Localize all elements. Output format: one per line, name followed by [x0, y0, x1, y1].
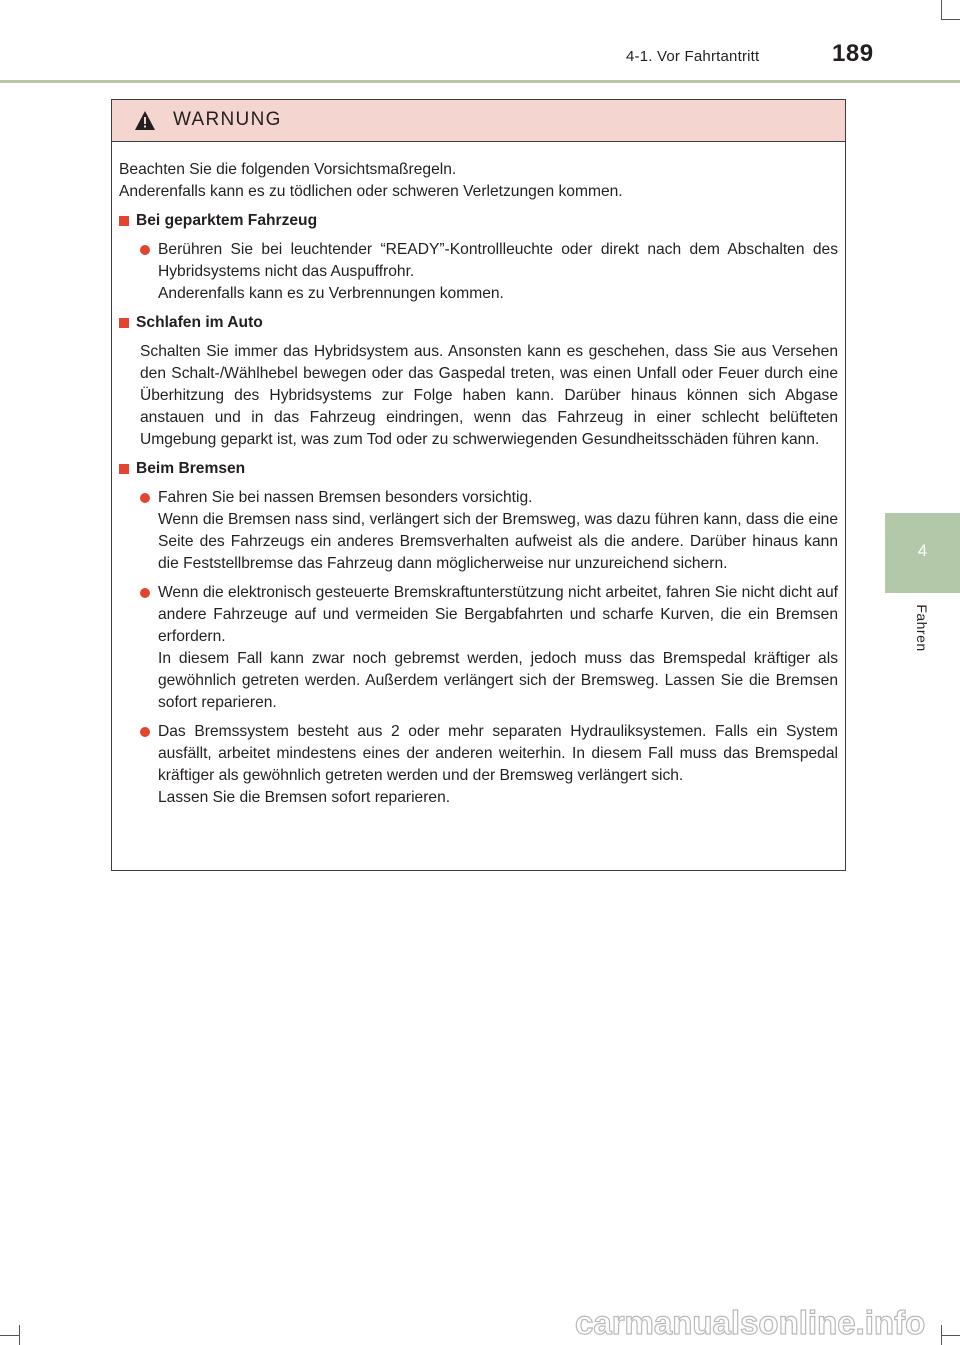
chapter-label: Fahren — [914, 604, 930, 652]
page-number: 189 — [832, 40, 874, 67]
warning-triangle-icon — [134, 110, 156, 131]
chapter-tab — [885, 513, 960, 593]
bullet-item — [140, 582, 838, 714]
header-rule — [0, 80, 960, 83]
bullet-text: Wenn die elektronisch gesteuerte Bremskraftunterstützung nicht arbeitet, fahren Sie nicht dicht auf andere Fahrzeuge auf und vermeiden Sie Bergabfahrten und scharfe Kurven, die ein Bremsen erfordern. — [158, 584, 838, 645]
bullet-item — [140, 239, 838, 305]
bullet-text: Fahren Sie bei nassen Bremsen besonders vorsichtig. — [158, 489, 533, 506]
warning-box — [111, 99, 846, 871]
bullet-item — [140, 721, 838, 809]
warning-intro — [119, 159, 838, 203]
crop-mark — [941, 0, 942, 20]
bullet-text: In diesem Fall kann zwar noch gebremst werden, jedoch muss das Bremspedal kräftiger als gewöhnlich getreten werden. Außerdem verlängert sich der Bremsweg. Lassen Sie die Bremsen sofort reparieren. — [158, 650, 838, 711]
warning-title: WARNUNG — [173, 109, 282, 130]
crop-mark — [19, 1325, 20, 1345]
square-bullet-icon — [119, 464, 129, 474]
intro-line: Beachten Sie die folgenden Vorsichtsmaßregeln. — [119, 161, 457, 178]
section-heading: Beim Bremsen — [119, 458, 838, 480]
bullet-text: Lassen Sie die Bremsen sofort reparieren. — [158, 789, 451, 806]
section-sleeping-in-car — [119, 312, 838, 451]
bullet-text: Anderenfalls kann es zu Verbrennungen kommen. — [158, 285, 504, 302]
warning-body — [112, 142, 845, 809]
bullet-text: Berühren Sie bei leuchtender “READY”-Kontrollleuchte oder direkt nach dem Abschalten des Hybridsystems nicht das Auspuffrohr. — [158, 241, 838, 280]
watermark-logo — [575, 1302, 955, 1344]
chapter-label-container — [912, 604, 934, 660]
round-bullet-icon — [140, 493, 150, 503]
section-title: 4-1. Vor Fahrtantritt — [626, 48, 760, 65]
section-heading: Bei geparktem Fahrzeug — [119, 210, 838, 232]
intro-line: Anderenfalls kann es zu tödlichen oder schweren Verletzungen kommen. — [119, 183, 623, 200]
round-bullet-icon — [140, 727, 150, 737]
warning-header — [112, 100, 845, 142]
bullet-text: Das Bremssystem besteht aus 2 oder mehr separaten Hydrauliksystemen. Falls ein System ausfällt, arbeitet mindestens eines der anderen weiterhin. In diesem Fall muss das Bremspedal kräftiger als gewöhnlich getreten werden und der Bremsweg verlängert sich. — [158, 723, 838, 784]
section-braking — [119, 458, 838, 809]
section-parked-vehicle — [119, 210, 838, 305]
crop-mark — [0, 1335, 20, 1336]
chapter-number: 4 — [917, 541, 928, 560]
section-text: Schalten Sie immer das Hybridsystem aus. Ansonsten kann es geschehen, dass Sie aus Versehen den Schalt-/Wählhebel bewegen oder das Gaspedal treten, was einen Unfall oder Feuer durch eine Überhitzung des Hybridsystems zur Folge haben kann. Darüber hinaus können sich Abgase anstauen und in das Fahrzeug eindringen, wenn das Fahrzeug in einer schlecht belüfteten Umgebung geparkt ist, was zum Tod oder zu schwerwiegenden Gesundheitsschäden führen kann. — [140, 343, 838, 448]
square-bullet-icon — [119, 318, 129, 328]
bullet-item — [140, 487, 838, 575]
svg-text:carmanualsonline.info: carmanualsonline.info — [575, 1304, 926, 1341]
crop-mark — [941, 19, 960, 20]
round-bullet-icon — [140, 588, 150, 598]
round-bullet-icon — [140, 245, 150, 255]
square-bullet-icon — [119, 216, 129, 226]
bullet-text: Wenn die Bremsen nass sind, verlängert sich der Bremsweg, was dazu führen kann, dass die eine Seite des Fahrzeugs ein anderes Bremsverhalten aufweist als die andere. Darüber hinaus kann die Feststellbremse das Fahrzeug dann möglicherweise nur unzureichend sichern. — [158, 511, 838, 572]
section-heading: Schlafen im Auto — [119, 312, 838, 334]
